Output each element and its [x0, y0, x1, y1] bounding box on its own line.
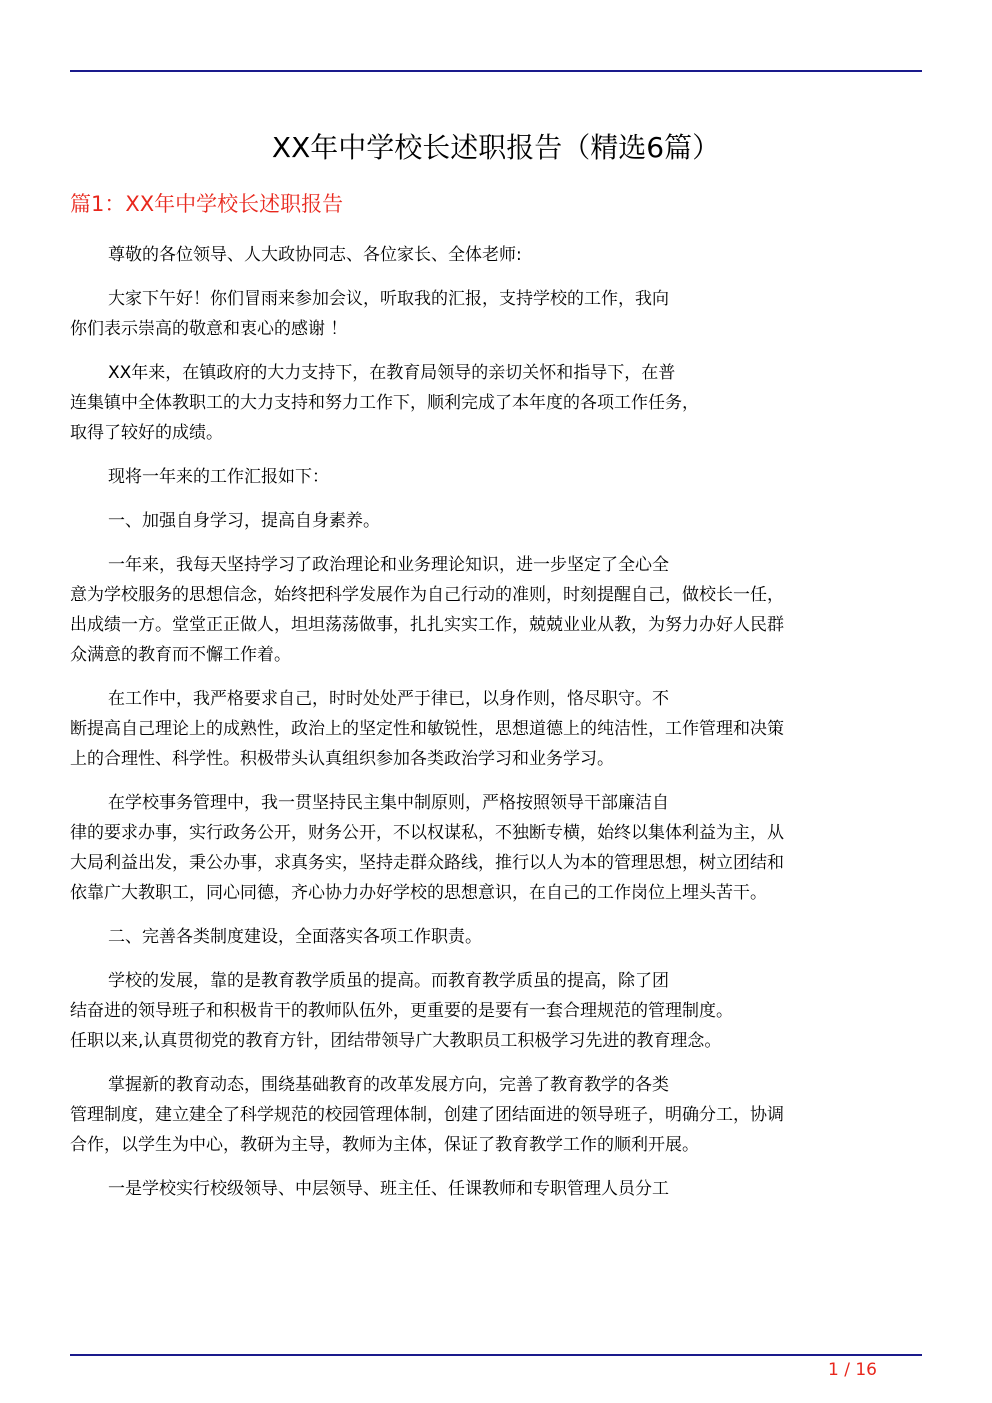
paragraph-line: 断提高自己理论上的成熟性，政治上的坚定性和敏锐性，思想道德上的纯洁性，工作管理和决策	[70, 719, 784, 739]
paragraph-line: 现将一年来的工作汇报如下：	[108, 467, 329, 487]
paragraph-line: 出成绩一方。堂堂正正做人，坦坦荡荡做事，扎扎实实工作，兢兢业业从教，为努力办好人民群	[70, 615, 784, 635]
paragraph	[70, 462, 922, 492]
paragraph-line: 一是学校实行校级领导、中层领导、班主任、任课教师和专职管理人员分工	[108, 1179, 669, 1199]
document-body	[70, 240, 922, 1218]
paragraph-line: 任职以来,认真贯彻党的教育方针，团结带领导广大教职员工积极学习先进的教育理念。	[70, 1031, 722, 1051]
paragraph	[70, 788, 922, 908]
paragraph-line: 大家下午好！你们冒雨来参加会议，听取我的汇报，支持学校的工作，我向	[108, 289, 669, 309]
paragraph-line: 二、完善各类制度建设，全面落实各项工作职责。	[108, 927, 482, 947]
paragraph	[70, 358, 922, 448]
paragraph	[70, 550, 922, 670]
paragraph-line: 上的合理性、科学性。积极带头认真组织参加各类政治学习和业务学习。	[70, 749, 614, 769]
paragraph-line: 意为学校服务的思想信念，始终把科学发展作为自己行动的准则，时刻提醒自己，做校长一任，	[70, 585, 784, 605]
page-number: 1 / 16	[828, 1360, 877, 1380]
paragraph	[70, 240, 922, 270]
paragraph-line: 学校的发展，靠的是教育教学质虽的提高。而教育教学质虽的提高，除了团	[108, 971, 669, 991]
paragraph	[70, 966, 922, 1056]
paragraph-line: 众满意的教育而不懈工作着。	[70, 645, 291, 665]
paragraph-line: XX年来，在镇政府的大力支持下，在教育局领导的亲切关怀和指导下，在普	[108, 363, 676, 383]
paragraph	[70, 1174, 922, 1204]
paragraph-line: 掌握新的教育动态，围绕基础教育的改革发展方向，完善了教育教学的各类	[108, 1075, 669, 1095]
paragraph	[70, 506, 922, 536]
paragraph-line: 一年来，我每天坚持学习了政治理论和业务理论知识，进一步坚定了全心全	[108, 555, 669, 575]
footer-rule	[70, 1354, 922, 1356]
paragraph-line: 在学校事务管理中，我一贯坚持民主集中制原则，严格按照领导干部廉洁自	[108, 793, 669, 813]
paragraph-line: 尊敬的各位领导、人大政协同志、各位家长、全体老师:	[108, 245, 522, 265]
paragraph-line: 连集镇中全体教职工的大力支持和努力工作下，顺利完成了本年度的各项工作任务，	[70, 393, 699, 413]
paragraph-line: 管理制度，建立建全了科学规范的校园管理体制，创建了团结面进的领导班子，明确分工，协调	[70, 1105, 784, 1125]
paragraph-line: 一、加强自身学习，提高自身素养。	[108, 511, 380, 531]
paragraph-line: 在工作中，我严格要求自己，时时处处严于律已，以身作则，恪尽职守。不	[108, 689, 669, 709]
paragraph	[70, 1070, 922, 1160]
section-heading: 篇1：XX年中学校长述职报告	[70, 192, 344, 216]
paragraph-line: 依靠广大教职工，同心同德，齐心协力办好学校的思想意识，在自己的工作岗位上埋头苦干。	[70, 883, 767, 903]
document-title: XX年中学校长述职报告（精选6篇）	[271, 131, 721, 164]
paragraph-line: 结奋进的领导班子和积极肯干的教师队伍外，更重要的是要有一套合理规范的管理制度。	[70, 1001, 733, 1021]
paragraph-line: 取得了较好的成绩。	[70, 423, 223, 443]
paragraph	[70, 684, 922, 774]
paragraph-line: 合作，以学生为中心，教研为主导，教师为主体，保证了教育教学工作的顺利开展。	[70, 1135, 699, 1155]
paragraph-line: 律的要求办事，实行政务公开，财务公开，不以权谋私，不独断专横，始终以集体利益为主，从	[70, 823, 784, 843]
paragraph-line: 大局利益出发，秉公办事，求真务实，坚持走群众路线，推行以人为本的管理思想，树立团结和	[70, 853, 784, 873]
paragraph-line: 你们表示崇高的敬意和衷心的感谢 ！	[70, 319, 348, 339]
header-rule	[70, 70, 922, 72]
paragraph	[70, 922, 922, 952]
paragraph	[70, 284, 922, 344]
